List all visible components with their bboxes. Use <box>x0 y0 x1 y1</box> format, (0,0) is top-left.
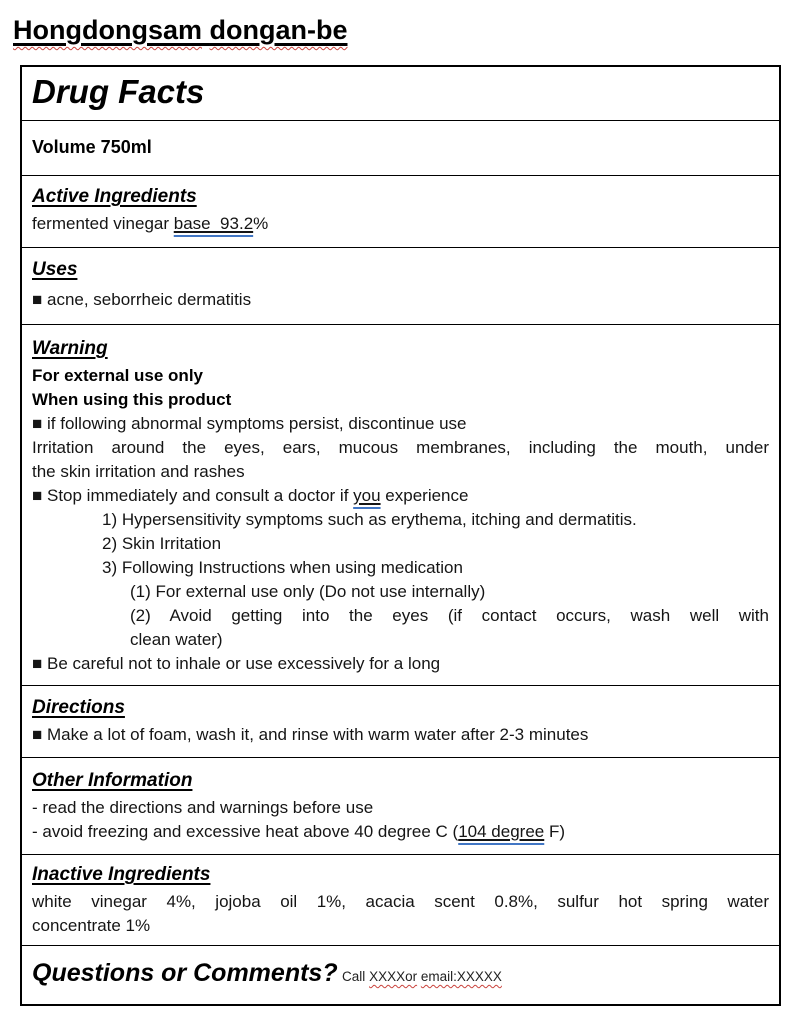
title-word-dongan-be: dongan-be <box>209 15 348 45</box>
title-word-separator <box>202 15 210 45</box>
row-drug-facts <box>22 67 779 120</box>
directions-heading: Directions <box>32 697 125 718</box>
drug-facts-table <box>20 65 781 1006</box>
other-information-heading-line <box>32 768 769 794</box>
document-title <box>13 14 804 65</box>
warning-when-using-line: When using this product <box>32 390 232 409</box>
warning-bullet-symptoms-persist: ■ if following abnormal symptoms persist, discontinue use <box>32 414 467 433</box>
row-warning <box>22 324 779 685</box>
warning-numbered-item-2: 2) Skin Irritation <box>102 534 222 553</box>
active-ingredients-heading-line <box>32 184 769 210</box>
row-active-ingredients <box>22 175 779 247</box>
grammar-flag-wrapper <box>458 822 544 841</box>
inactive-ingredients-line-1: white vinegar 4%, jojoba oil 1%, acacia scent 0.8%, sulfur hot spring water <box>32 892 769 911</box>
drug-facts-heading: Drug Facts <box>32 73 205 110</box>
warning-numbered-item-3: 3) Following Instructions when using medication <box>102 558 463 577</box>
row-other-information <box>22 757 779 854</box>
questions-heading: Questions or Comments? <box>32 959 338 987</box>
other-information-heading: Other Information <box>32 770 193 791</box>
title-word-hongdongsam: Hongdongsam <box>13 15 202 45</box>
warning-numbered-item-1: 1) Hypersensitivity symptoms such as erythema, itching and dermatitis. <box>102 510 637 529</box>
uses-heading: Uses <box>32 259 78 280</box>
warning-sub-item-1: (1) For external use only (Do not use internally) <box>130 582 486 601</box>
other-information-line2-suffix: F) <box>544 822 566 841</box>
warning-irritation-line-1: Irritation around the eyes, ears, mucous membranes, including the mouth, under <box>32 438 769 457</box>
grammar-flagged-you: you <box>353 486 381 505</box>
grammar-flag-wrapper <box>174 214 253 233</box>
volume-text: Volume 750ml <box>32 137 152 157</box>
active-ingredients-suffix: % <box>253 214 269 233</box>
spellcheck-flagged-phone: XXXXor <box>369 969 418 984</box>
warning-heading: Warning <box>32 338 108 359</box>
directions-heading-line <box>32 695 769 721</box>
directions-bullet-item: ■ Make a lot of foam, wash it, and rinse with warm water after 2-3 minutes <box>32 725 589 744</box>
grammar-flag-wrapper <box>353 486 380 505</box>
warning-stop-suffix: experience <box>380 486 469 505</box>
active-ingredients-prefix: fermented vinegar <box>32 214 174 233</box>
inactive-ingredients-heading-line <box>32 862 769 888</box>
other-information-line-1: - read the directions and warnings before use <box>32 798 374 817</box>
grammar-flagged-104-degree: 104 degree <box>458 822 545 841</box>
document-title-underlined-text <box>13 15 348 45</box>
row-uses <box>22 247 779 324</box>
warning-sub-item-2-line-1: (2) Avoid getting into the eyes (if contact occurs, wash well with <box>130 606 769 625</box>
row-questions-or-comments <box>22 945 779 1004</box>
uses-bullet-item: ■ acne, seborrheic dermatitis <box>32 290 252 309</box>
warning-external-use-line: For external use only <box>32 366 203 385</box>
uses-heading-line <box>32 257 769 283</box>
warning-bullet-be-careful: ■ Be careful not to inhale or use excessively for a long <box>32 654 441 673</box>
warning-heading-line <box>32 336 769 362</box>
other-information-line-2 <box>32 820 769 844</box>
row-volume <box>22 120 779 175</box>
grammar-flagged-base-value: base 93.2 <box>173 214 254 233</box>
warning-sub-item-2-line-2: clean water) <box>130 630 223 649</box>
warning-stop-prefix: ■ Stop immediately and consult a doctor if <box>32 486 354 505</box>
active-ingredients-heading: Active Ingredients <box>32 186 197 207</box>
active-ingredients-text-line <box>32 212 769 236</box>
row-inactive-ingredients <box>22 854 779 945</box>
warning-bullet-stop-immediately <box>32 484 769 508</box>
row-directions <box>22 685 779 757</box>
other-information-line2-prefix: - avoid freezing and excessive heat above 40 degree C ( <box>32 822 459 841</box>
inactive-ingredients-heading: Inactive Ingredients <box>32 864 211 885</box>
contact-call-prefix: Call <box>342 969 370 984</box>
warning-irritation-line-2: the skin irritation and rashes <box>32 462 245 481</box>
spellcheck-flagged-email: email:XXXXX <box>420 969 502 984</box>
inactive-ingredients-line-2: concentrate 1% <box>32 916 151 935</box>
questions-contact-text <box>342 969 502 984</box>
